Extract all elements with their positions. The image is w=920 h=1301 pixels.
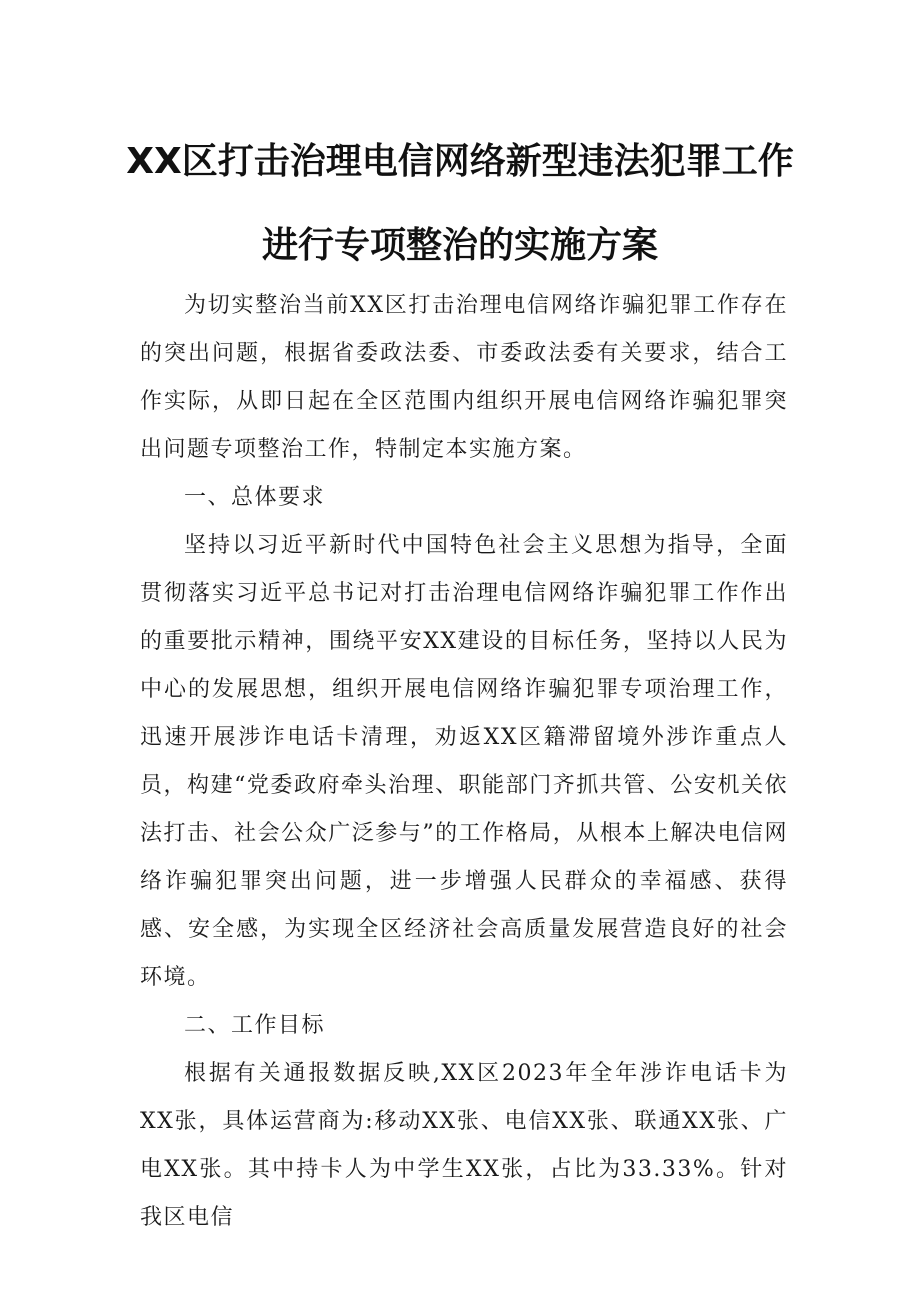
document-body — [140, 282, 788, 1242]
document-title-line-1: XX区打击治理电信网络新型违法犯罪工作 — [126, 141, 794, 182]
work-goals-paragraph: 根据有关通报数据反映,XX区2023年全年涉诈电话卡为XX张，具体运营商为:移动XX张、电信XX张、联通XX张、广电XX张。其中持卡人为中学生XX张，占比为33.33%。针对我区电信 — [140, 1061, 788, 1230]
general-requirements-paragraph: 坚持以习近平新时代中国特色社会主义思想为指导，全面贯彻落实习近平总书记对打击治理电信网络诈骗犯罪工作作出的重要批示精神，围绕平安XX建设的目标任务，坚持以人民为中心的发展思想，组织开展电信网络诈骗犯罪专项治理工作，迅速开展涉诈电话卡清理，劝返XX区籍滞留境外涉诈重点人员，构建“党委政府牵头治理、职能部门齐抓共管、公安机关依法打击、社会公众广泛参与”的工作格局，从根本上解决电信网络诈骗犯罪突出问题，进一步增强人民群众的幸福感、获得感、安全感，为实现全区经济社会高质量发展营造良好的社会环境。 — [140, 533, 788, 990]
section-heading-general-requirements: 一、总体要求 — [184, 485, 326, 510]
intro-paragraph: 为切实整治当前XX区打击治理电信网络诈骗犯罪工作存在的突出问题，根据省委政法委、市委政法委有关要求，结合工作实际，从即日起在全区范围内组织开展电信网络诈骗犯罪突出问题专项整治工作，特制定本实施方案。 — [140, 293, 788, 462]
section-heading-work-goals: 二、工作目标 — [184, 1013, 326, 1038]
document-title-line-2: 进行专项整治的实施方案 — [261, 225, 658, 266]
